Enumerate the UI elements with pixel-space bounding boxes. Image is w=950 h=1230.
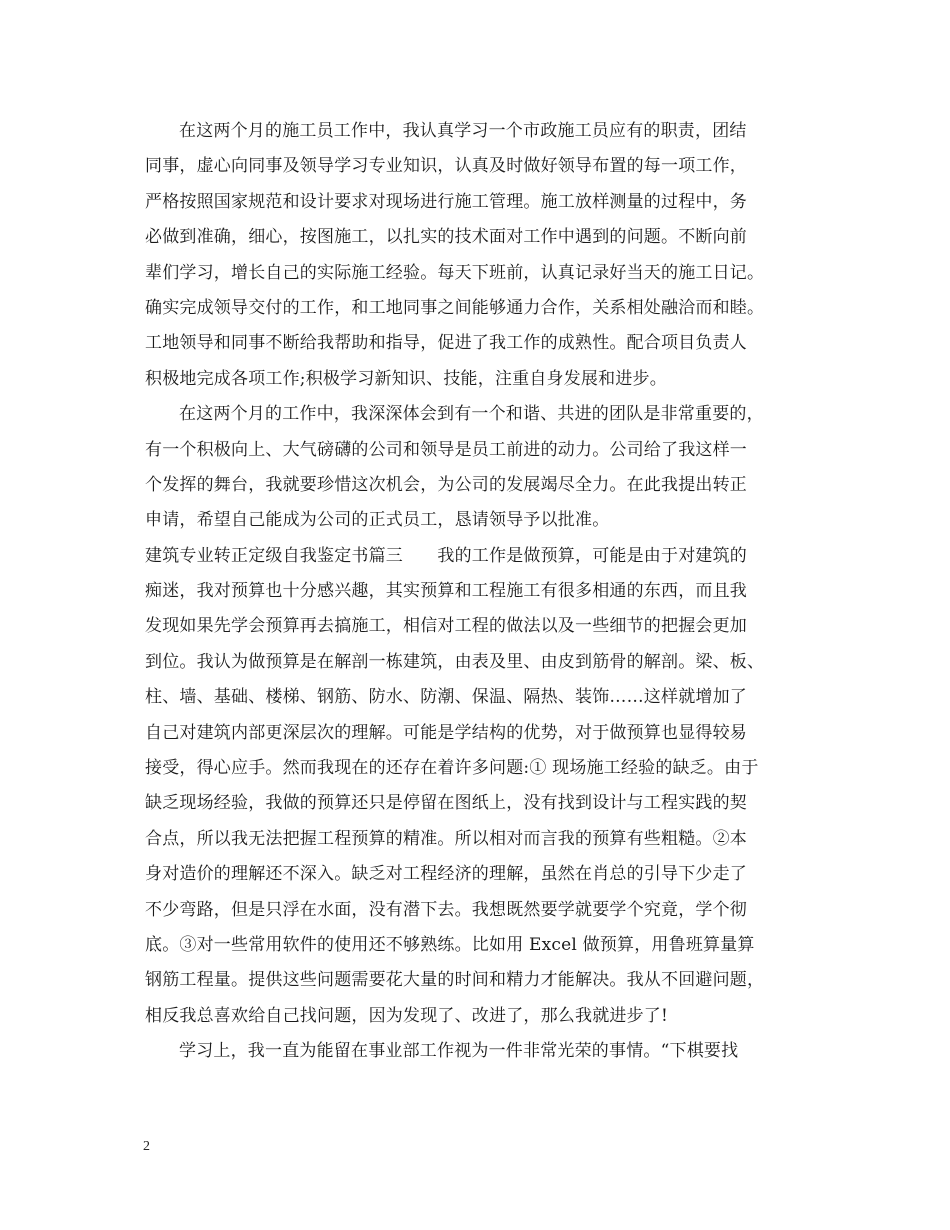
text-line: 学习上，我一直为能留在事业部工作视为一件非常光荣的事情。“下棋要找 — [179, 1041, 739, 1062]
text-line: 在这两个月的工作中，我深深体会到有一个和谐、共进的团队是非常重要的， — [179, 404, 764, 425]
text-line: 钢筋工程量。提供这些问题需要花大量的时间和精力才能解决。我从不回避问题， — [145, 970, 765, 991]
text-line: 到位。我认为做预算是在解剖一栋建筑，由表及里、由皮到筋骨的解剖。梁、板、 — [145, 651, 765, 672]
text-line: 柱、墙、基础、楼梯、钢筋、防水、防潮、保温、隔热、装饰……这样就增加了 — [145, 687, 747, 708]
text-line: 身对造价的理解还不深入。缺乏对工程经济的理解，虽然在肖总的引导下少走了 — [145, 864, 747, 885]
page-number: 2 — [143, 1139, 150, 1154]
text-line: 痴迷，我对预算也十分感兴趣，其实预算和工程施工有很多相通的东西，而且我 — [145, 581, 747, 602]
text-line: 必做到准确，细心，按图施工，以扎实的技术面对工作中遇到的问题。不断向前 — [145, 227, 747, 248]
text-line: 同事，虚心向同事及领导学习专业知识，认真及时做好领导布置的每一项工作， — [145, 156, 747, 177]
text-line: 自己对建筑内部更深层次的理解。可能是学结构的优势，对于做预算也显得较易 — [145, 722, 747, 743]
text-line: 合点，所以我无法把握工程预算的精准。所以相对而言我的预算有些粗糙。②本 — [145, 828, 747, 849]
text-line: 不少弯路，但是只浮在水面，没有潜下去。我想既然要学就要学个究竟，学个彻 — [145, 899, 747, 920]
section-heading-line: 建筑专业转正定级自我鉴定书篇三 我的工作是做预算，可能是由于对建筑的 — [145, 545, 747, 566]
text-line: 发现如果先学会预算再去搞施工，相信对工程的做法以及一些细节的把握会更加 — [145, 616, 747, 637]
text-line: 在这两个月的施工员工作中，我认真学习一个市政施工员应有的职责，团结 — [179, 121, 747, 141]
text-line: 严格按照国家规范和设计要求对现场进行施工管理。施工放样测量的过程中，务 — [145, 191, 747, 212]
text-line: 缺乏现场经验，我做的预算还只是停留在图纸上，没有找到设计与工程实践的契 — [145, 793, 747, 814]
text-line: 申请，希望自己能成为公司的正式员工，恳请领导予以批准。 — [145, 510, 610, 531]
document-body — [145, 114, 825, 1070]
text-line: 有一个积极向上、大气磅礴的公司和领导是员工前进的动力。公司给了我这样一 — [145, 439, 747, 460]
text-line: 辈们学习，增长自己的实际施工经验。每天下班前，认真记录好当天的施工日记。 — [145, 262, 765, 283]
text-line: 相反我总喜欢给自己找问题，因为发现了、改进了，那么我就进步了! — [145, 1005, 669, 1026]
text-line: 确实完成领导交付的工作，和工地同事之间能够通力合作，关系相处融洽而和睦。 — [145, 297, 765, 318]
text-line: 个发挥的舞台，我就要珍惜这次机会，为公司的发展竭尽全力。在此我提出转正 — [145, 474, 747, 495]
text-line: 底。③对一些常用软件的使用还不够熟练。比如用 Excel 做预算，用鲁班算量算 — [145, 934, 755, 955]
text-line: 工地领导和同事不断给我帮助和指导，促进了我工作的成熟性。配合项目负责人 — [145, 333, 747, 354]
text-line: 接受，得心应手。然而我现在的还存在着许多问题:① 现场施工经验的缺乏。由于 — [145, 758, 759, 779]
text-line: 积极地完成各项工作;积极学习新知识、技能，注重自身发展和进步。 — [145, 368, 667, 389]
